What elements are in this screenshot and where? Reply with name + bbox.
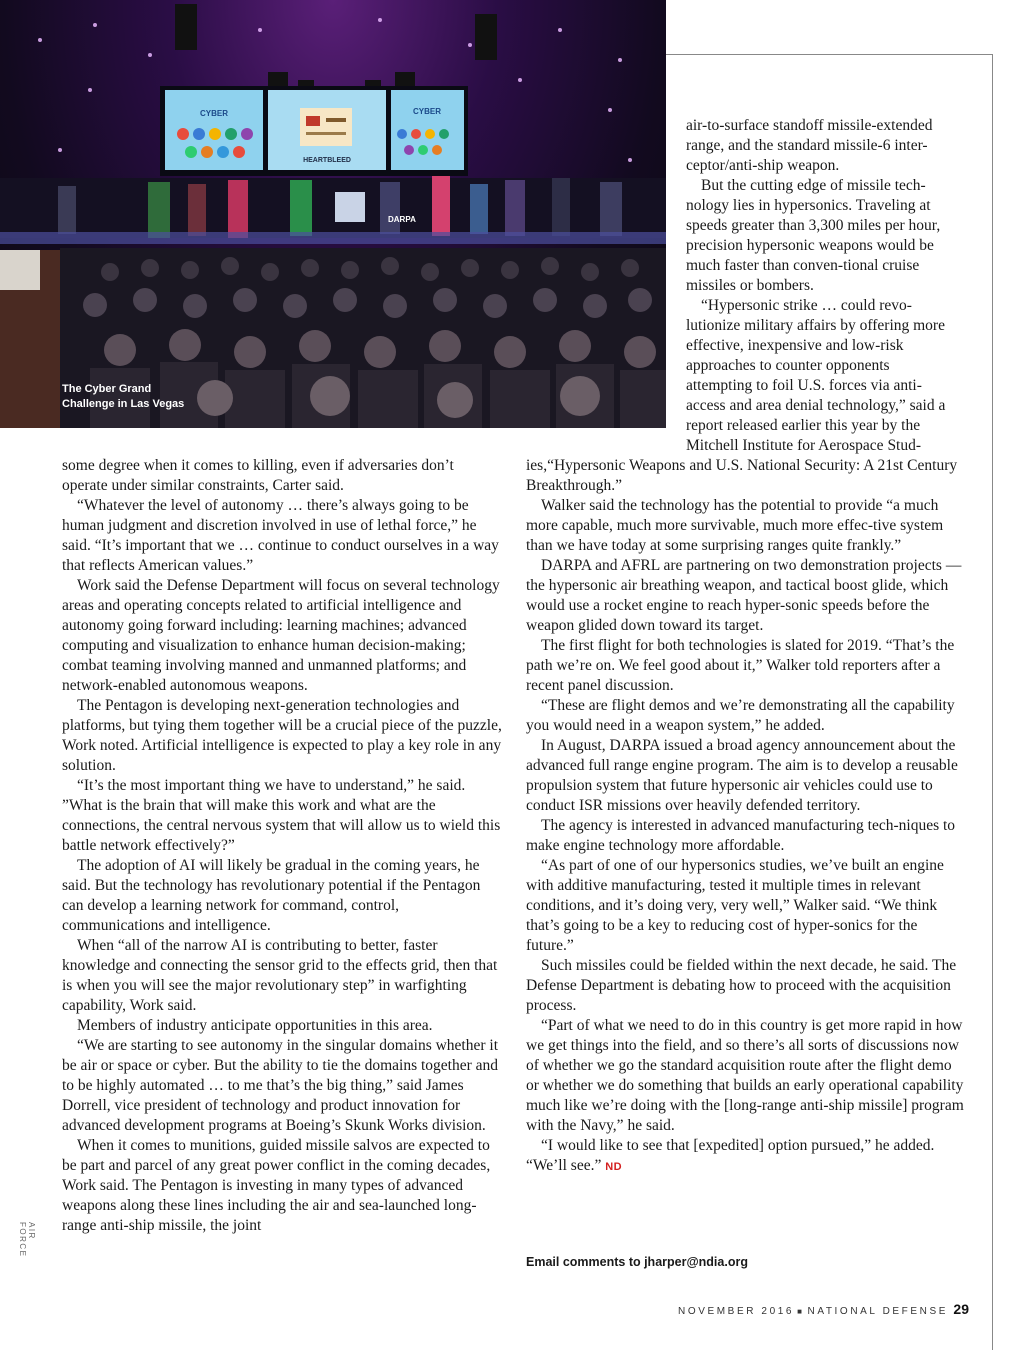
paragraph: some degree when it comes to killing, even if adversaries don’t operate under similar constraints, Carter said. (62, 457, 454, 494)
screen-right-title: CYBER (412, 107, 442, 116)
email-comments-line: Email comments to jharper@ndia.org (526, 1255, 748, 1269)
paragraph: “Part of what we need to do in this country is get more rapid in how we get things into the field, and so there’s all sorts of discussions now of whether we go the standard acquisition route after the flight demo or whether we do something that builds an early operational capability much like we’re doing with the [long-range anti-ship missile] program with the Navy,” he said. (526, 1017, 964, 1134)
paragraph: “We are starting to see autonomy in the singular domains whether it be air or space or cyber. But the ability to tie the domains together and to be highly automated … to me that’s the big thing,” said James Dorrell, vice president of technology and product innovation for advanced development programs at Boeing’s Skunk Works division. (62, 1037, 499, 1134)
paragraph: “These are flight demos and we’re demonstrating all the capability you would need in a weapon system,” he added. (526, 697, 955, 734)
page-footer (678, 1301, 969, 1317)
paragraph: air-to-surface standoff missile-extended range, and the standard missile-6 inter-ceptor/anti-ship weapon. (686, 117, 933, 174)
paragraph: The Pentagon is developing next-generation technologies and platforms, but tying them together will be a crucial piece of the puzzle, Work noted. Artificial intelligence is expected to play a key role in any solution. (62, 697, 502, 774)
paragraph: “Hypersonic strike … could revo-lutionize military affairs by offering more effective, inexpensive and low-risk approaches to counter opponents attempting to foil U.S. forces via anti-access and area denial technology,” said a report released earlier this year by the Mitchell Institute for Aerospace Stud- (686, 297, 946, 454)
paragraph: “As part of one of our hypersonics studies, we’ve built an engine with additive manufacturing, tested it multiple times in relevant conditions, and it’s doing very, very well,” Walker said. “We think that’s going to be a key to reducing cost of hyper-sonics for the future.” (526, 857, 944, 954)
paragraph: When it comes to munitions, guided missile salvos are expected to be part and parcel of any great power conflict in the coming decades, Work said. The Pentagon is investing in many types of advanced weapons along these lines including the air and sea-launched long-range anti-ship missile, the joint (62, 1137, 491, 1234)
frame-rule-right (992, 54, 993, 1350)
footer-bullet-icon: ■ (797, 1307, 805, 1316)
paragraph: The agency is interested in advanced manufacturing tech-niques to make engine technology more affordable. (526, 817, 956, 854)
paragraph: The first flight for both technologies is slated for 2019. “That’s the path we’re on. We feel good about it,” Walker told reporters after a recent panel discussion. (526, 637, 955, 694)
paragraph: But the cutting edge of missile tech-nology lies in hypersonics. Traveling at speeds greater than 3,300 miles per hour, precision hypersonic weapons would be much faster than conven-tional cruise missiles or bombers. (686, 177, 941, 294)
paragraph-final (526, 1136, 966, 1177)
article-column-right-top (686, 116, 958, 456)
screen-left-title: CYBER (199, 109, 229, 118)
photo-caption-line-2: Challenge in Las Vegas (62, 398, 185, 410)
paragraph: Members of industry anticipate opportunities in this area. (77, 1017, 433, 1034)
paragraph: The adoption of AI will likely be gradual in the coming years, he said. But the technology has revolutionary potential if the Pentagon can develop a learning network for command, control, communications and intelligence. (62, 857, 481, 934)
photo-caption-line-1: The Cyber Grand (62, 383, 152, 395)
article-column-right (526, 456, 966, 1177)
screen-center-label: HEARTBLEED (303, 157, 351, 164)
paragraph: When “all of the narrow AI is contributing to better, faster knowledge and connecting the sensor grid to the effects grid, then that is when you will see the major revolutionary step” in warfighting capability, Work said. (62, 937, 498, 1014)
paragraph: “Whatever the level of autonomy … there’s always going to be human judgment and discretion involved in use of lethal force,” he said. “It’s important that we … continue to conduct ourselves in a way that reflects American values.” (62, 497, 499, 574)
event-photo-illustration (0, 0, 666, 428)
paragraph-final-text: “I would like to see that [expedited] option pursued,” he added. “We’ll see.” (526, 1137, 935, 1174)
photo-caption (62, 382, 262, 412)
footer-issue: NOVEMBER 2016 (678, 1306, 795, 1317)
frame-rule-top (666, 54, 993, 55)
paragraph: Such missiles could be fielded within the next decade, he said. The Defense Department is debating how to proceed with the acquisition process. (526, 957, 957, 1014)
event-photo (0, 0, 666, 428)
sign-darpa: DARPA (388, 215, 416, 224)
article-column-left (62, 456, 502, 1236)
section-side-tag: AIR FORCE (18, 1222, 36, 1258)
paragraph: ies,“Hypersonic Weapons and U.S. National Security: A 21st Century Breakthrough.” (526, 457, 958, 494)
footer-publication: NATIONAL DEFENSE (807, 1306, 949, 1317)
end-mark: ND (605, 1161, 623, 1173)
paragraph: Work said the Defense Department will focus on several technology areas and operating concepts related to artificial intelligence and autonomy going forward including: learning machines; advanced computing and visualization to enhance human decision-making; combat teaming involving manned and unmanned platforms; and network-enabled autonomous weapons. (62, 577, 500, 694)
paragraph: “It’s the most important thing we have to understand,” he said. ”What is the brain that will make this work and what are the connections, the central nervous system that will allow us to wield this battle network effectively?” (62, 777, 501, 854)
paragraph: DARPA and AFRL are partnering on two demonstration projects — the hypersonic air breathing weapon, and tactical boost glide, which would use a rocket engine to reach hyper-sonic speeds before the weapon glided down toward its target. (526, 557, 962, 634)
page-number: 29 (953, 1301, 969, 1317)
paragraph: In August, DARPA issued a broad agency announcement about the advanced full range engine program. The aim is to develop a reusable propulsion system that future hypersonic air vehicles could use to conduct ISR missions over heavily defended territory. (526, 737, 958, 814)
paragraph: Walker said the technology has the potential to provide “a much more capable, much more survivable, much more effec-tive system than we have today at some surprising ranges quite frankly.” (526, 497, 944, 554)
